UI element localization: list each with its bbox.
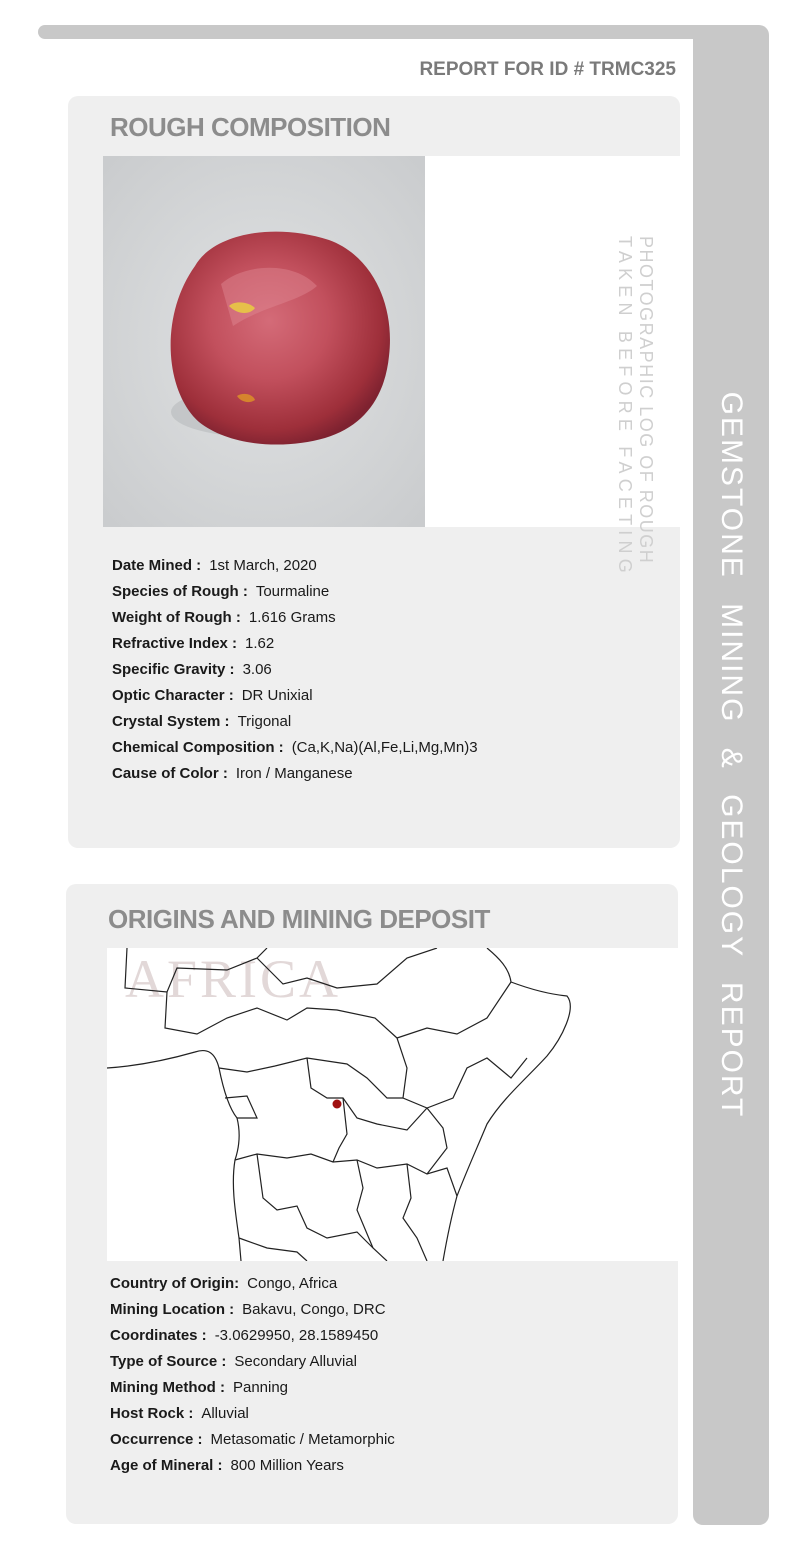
field-value: Alluvial — [201, 1405, 249, 1422]
rough-composition-panel — [68, 96, 680, 848]
field-row — [112, 712, 478, 738]
field-label: Type of Source : — [110, 1353, 227, 1370]
africa-map — [107, 948, 678, 1261]
photo-caption-line2: TAKEN BEFORE FACETING — [615, 236, 635, 578]
field-value: DR Unixial — [241, 687, 313, 704]
field-label: Weight of Rough : — [112, 609, 241, 626]
field-label: Date Mined : — [112, 557, 202, 574]
field-row — [110, 1326, 395, 1352]
field-value: 3.06 — [242, 661, 272, 678]
field-row — [110, 1378, 395, 1404]
top-decorative-bar — [38, 25, 738, 39]
field-label: Country of Origin: — [110, 1275, 240, 1292]
mine-location-marker — [333, 1100, 342, 1109]
report-id: REPORT FOR ID # TRMC325 — [419, 59, 676, 80]
field-label: Refractive Index : — [112, 635, 238, 652]
field-row — [112, 556, 478, 582]
origins-title: ORIGINS AND MINING DEPOSIT — [108, 904, 490, 934]
field-label: Cause of Color : — [112, 765, 228, 782]
field-row — [112, 764, 478, 790]
field-row — [110, 1456, 395, 1482]
field-value: Trigonal — [237, 713, 292, 730]
field-row — [112, 634, 478, 660]
field-value: Secondary Alluvial — [234, 1353, 357, 1370]
field-value: 1st March, 2020 — [209, 557, 317, 574]
field-value: 1.62 — [245, 635, 275, 652]
field-value: Panning — [232, 1379, 289, 1396]
field-row — [110, 1274, 395, 1300]
map-watermark: AFRICA — [125, 949, 342, 1009]
rough-fields — [112, 556, 478, 790]
photo-caption-line1: PHOTOGRAPHIC LOG OF ROUGH — [636, 236, 656, 565]
field-value: Bakavu, Congo, DRC — [242, 1301, 386, 1318]
field-label: Age of Mineral : — [110, 1457, 223, 1474]
field-row — [110, 1430, 395, 1456]
photo-caption — [614, 236, 656, 578]
field-row — [112, 608, 478, 634]
field-row — [112, 738, 478, 764]
field-value: Iron / Manganese — [235, 765, 353, 782]
field-row — [110, 1352, 395, 1378]
field-label: Optic Character : — [112, 687, 234, 704]
field-value: (Ca,K,Na)(Al,Fe,Li,Mg,Mn)3 — [291, 739, 478, 756]
field-row — [110, 1404, 395, 1430]
field-label: Chemical Composition : — [112, 739, 284, 756]
field-label: Occurrence : — [110, 1431, 203, 1448]
rough-composition-title: ROUGH COMPOSITION — [110, 112, 391, 142]
field-row — [112, 686, 478, 712]
origins-panel — [66, 884, 678, 1524]
origins-fields — [110, 1274, 395, 1482]
field-row — [110, 1300, 395, 1326]
field-row — [112, 660, 478, 686]
rough-gem-photo — [103, 156, 425, 527]
field-value: Metasomatic / Metamorphic — [210, 1431, 395, 1448]
field-value: 1.616 Grams — [248, 609, 336, 626]
field-label: Host Rock : — [110, 1405, 194, 1422]
field-value: Tourmaline — [255, 583, 330, 600]
field-label: Mining Location : — [110, 1301, 235, 1318]
field-label: Mining Method : — [110, 1379, 225, 1396]
field-row — [112, 582, 478, 608]
field-value: Congo, Africa — [247, 1275, 338, 1292]
field-label: Crystal System : — [112, 713, 230, 730]
field-value: -3.0629950, 28.1589450 — [214, 1327, 379, 1344]
field-value: 800 Million Years — [230, 1457, 344, 1474]
field-label: Species of Rough : — [112, 583, 248, 600]
field-label: Coordinates : — [110, 1327, 207, 1344]
field-label: Specific Gravity : — [112, 661, 235, 678]
side-report-title: GEMSTONE MINING & GEOLOGY REPORT — [715, 391, 748, 1119]
